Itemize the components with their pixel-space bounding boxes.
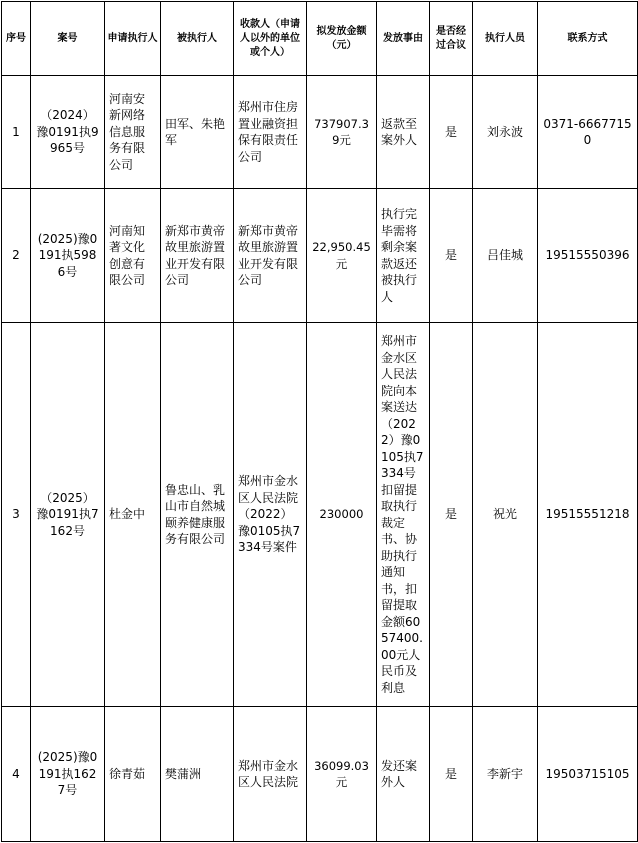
- header-respondent: 被执行人: [161, 2, 234, 76]
- header-executor: 执行人员: [473, 2, 538, 76]
- header-row: [2, 2, 638, 76]
- cell-respondent: 鲁忠山、乳山市自然城颐养健康服务有限公司: [161, 323, 234, 707]
- cell-seq: 1: [2, 76, 31, 189]
- cell-seq: 2: [2, 189, 31, 323]
- cell-executor: 吕佳城: [473, 189, 538, 323]
- cell-executor: 刘永波: [473, 76, 538, 189]
- cell-seq: 3: [2, 323, 31, 707]
- cell-approved: 是: [430, 189, 473, 323]
- cell-applicant: 徐青茹: [105, 707, 161, 842]
- header-approved: 是否经过合议: [430, 2, 473, 76]
- cell-contact: 19515550396: [538, 189, 638, 323]
- cell-applicant: 河南安新网络信息服务有限公司: [105, 76, 161, 189]
- header-payee: 收款人（申请人以外的单位或个人）: [234, 2, 307, 76]
- cell-executor: 李新宇: [473, 707, 538, 842]
- cell-contact: 0371-66677150: [538, 76, 638, 189]
- cell-case-no: (2025)豫0191执1627号: [31, 707, 105, 842]
- cell-payee: 新郑市黄帝故里旅游置业开发有限公司: [234, 189, 307, 323]
- cell-payee: 郑州市金水区人民法院: [234, 707, 307, 842]
- fund-disbursement-table: [1, 1, 638, 842]
- cell-case-no: （2024）豫0191执9965号: [31, 76, 105, 189]
- cell-approved: 是: [430, 323, 473, 707]
- cell-seq: 4: [2, 707, 31, 842]
- cell-reason: 返款至案外人: [377, 76, 430, 189]
- header-applicant: 申请执行人: [105, 2, 161, 76]
- header-amount: 拟发放金额（元）: [307, 2, 377, 76]
- cell-applicant: 杜金中: [105, 323, 161, 707]
- cell-amount: 36099.03元: [307, 707, 377, 842]
- table-row: [2, 189, 638, 323]
- cell-contact: 19503715105: [538, 707, 638, 842]
- cell-contact: 19515551218: [538, 323, 638, 707]
- cell-reason: 郑州市金水区人民法院向本案送达（2022）豫0105执7334号扣留提取执行裁定书、协助执行通知书，扣留提取金额6057400.00元人民币及利息: [377, 323, 430, 707]
- cell-payee: 郑州市金水区人民法院（2022）豫0105执7334号案件: [234, 323, 307, 707]
- cell-reason: 发还案外人: [377, 707, 430, 842]
- header-case-no: 案号: [31, 2, 105, 76]
- cell-applicant: 河南知著文化创意有限公司: [105, 189, 161, 323]
- table-row: [2, 323, 638, 707]
- header-contact: 联系方式: [538, 2, 638, 76]
- cell-approved: 是: [430, 707, 473, 842]
- cell-case-no: (2025)豫0191执5986号: [31, 189, 105, 323]
- cell-approved: 是: [430, 76, 473, 189]
- table-row: [2, 707, 638, 842]
- header-seq: 序号: [2, 2, 31, 76]
- cell-reason: 执行完毕需将剩余案款返还被执行人: [377, 189, 430, 323]
- cell-amount: 737907.39元: [307, 76, 377, 189]
- cell-payee: 郑州市住房置业融资担保有限责任公司: [234, 76, 307, 189]
- header-reason: 发放事由: [377, 2, 430, 76]
- cell-executor: 祝光: [473, 323, 538, 707]
- cell-case-no: （2025）豫0191执7162号: [31, 323, 105, 707]
- cell-respondent: 樊蒲洲: [161, 707, 234, 842]
- cell-respondent: 新郑市黄帝故里旅游置业开发有限公司: [161, 189, 234, 323]
- cell-amount: 230000: [307, 323, 377, 707]
- table-row: [2, 76, 638, 189]
- cell-amount: 22,950.45元: [307, 189, 377, 323]
- cell-respondent: 田军、朱艳军: [161, 76, 234, 189]
